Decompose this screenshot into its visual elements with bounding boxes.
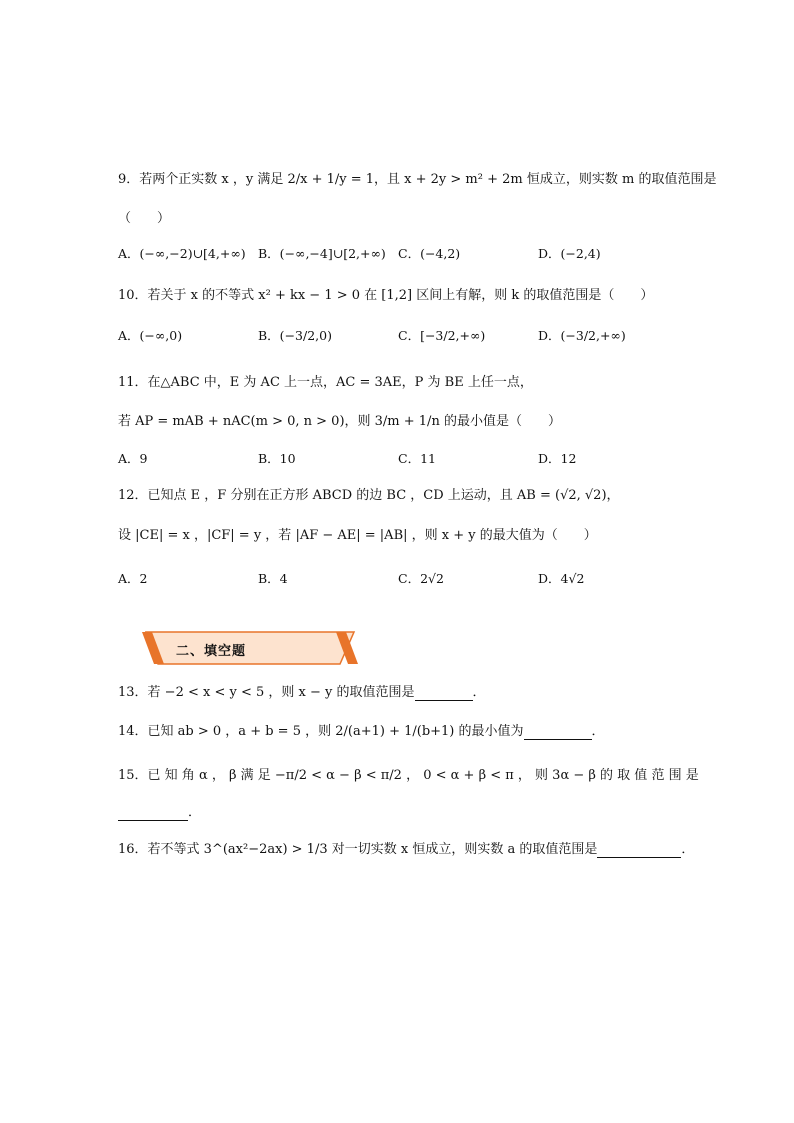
- question-12-option-b: B．4: [258, 571, 288, 586]
- question-9-stem: 9．若两个正实数 x ，y 满足 2/x + 1/y = 1，且 x + 2y > m² + 2m 恒成立，则实数 m 的取值范围是: [118, 172, 717, 187]
- question-9-option-d: D．(−2,4): [538, 246, 601, 261]
- question-11-option-b: B．10: [258, 451, 296, 466]
- section-banner: [140, 630, 360, 666]
- question-11-option-d: D．12: [538, 451, 577, 466]
- question-12-stem-line1: 12．已知点 E ，F 分别在正方形 ABCD 的边 BC ，CD 上运动，且 AB = (√2, √2)，: [118, 488, 620, 503]
- question-11-option-a: A．9: [118, 451, 148, 466]
- question-12-option-d: D．4√2: [538, 571, 585, 586]
- question-10-option-b: B．(−3/2,0): [258, 328, 332, 343]
- question-12-option-a: A．2: [118, 571, 148, 586]
- question-12-stem-line2: 设 |CE| = x ，|CF| = y ，若 |AF − AE| = |AB| ，则 x + y 的最大值为（ ）: [118, 528, 597, 543]
- question-14-end: ．: [591, 724, 605, 739]
- question-15-answer: [118, 801, 201, 821]
- question-10-option-c: C．[−3/2,+∞): [398, 328, 486, 343]
- question-11-stem-line1: 11．在△ABC 中，E 为 AC 上一点，AC = 3AE，P 为 BE 上任一点，: [118, 375, 533, 390]
- question-16: [118, 838, 694, 858]
- question-10-option-d: D．(−3/2,+∞): [538, 328, 626, 343]
- answer-blank[interactable]: [415, 685, 473, 701]
- question-15-end: ．: [188, 805, 202, 820]
- question-14: [118, 720, 605, 740]
- answer-blank[interactable]: [118, 805, 188, 821]
- question-16-stem: 16．若不等式 3^(ax²−2ax) > 1/3 对一切实数 x 恒成立，则实数 a 的取值范围是: [118, 842, 598, 857]
- question-10-option-a: A．(−∞,0): [118, 328, 183, 343]
- question-14-stem: 14．已知 ab > 0 ，a + b = 5 ，则 2/(a+1) + 1/(b+1) 的最小值为: [118, 724, 524, 739]
- question-9-option-b: B．(−∞,−4]∪[2,+∞): [258, 246, 386, 261]
- section-title: 二、填空题: [176, 644, 247, 659]
- question-13: [118, 681, 486, 701]
- question-11-option-c: C．11: [398, 451, 436, 466]
- question-11-stem-line2: 若 AP = mAB + nAC(m > 0, n > 0)，则 3/m + 1/n 的最小值是（ ）: [118, 414, 561, 429]
- question-9-option-c: C．(−4,2): [398, 246, 461, 261]
- question-9-option-a: A．(−∞,−2)∪[4,+∞): [118, 246, 246, 261]
- answer-blank[interactable]: [597, 842, 681, 858]
- question-9-paren: （ ）: [118, 211, 171, 226]
- question-12-option-c: C．2√2: [398, 571, 444, 586]
- question-15-stem: 15．已 知 角 α ， β 满 足 −π/2 < α − β < π/2 ， 0 < α + β < π ， 则 3α − β 的 取 值 范 围 是: [118, 768, 699, 783]
- question-13-stem: 13．若 −2 < x < y < 5 ，则 x − y 的取值范围是: [118, 685, 415, 700]
- question-16-end: ．: [681, 842, 695, 857]
- question-10-stem: 10．若关于 x 的不等式 x² + kx − 1 > 0 在 [1,2] 区间上有解，则 k 的取值范围是（ ）: [118, 288, 654, 303]
- answer-blank[interactable]: [524, 724, 592, 740]
- question-13-end: ．: [472, 685, 486, 700]
